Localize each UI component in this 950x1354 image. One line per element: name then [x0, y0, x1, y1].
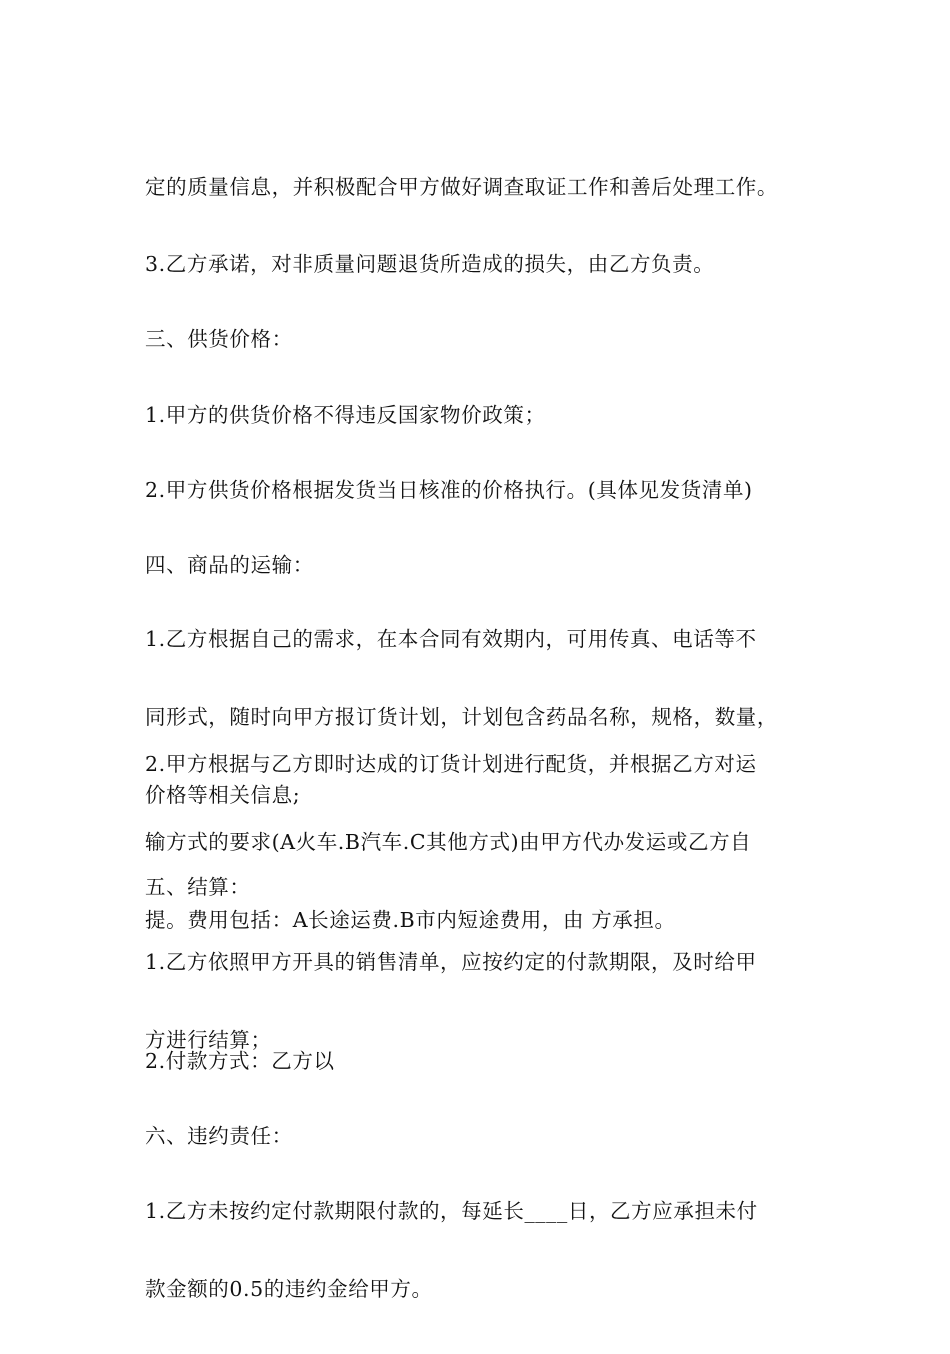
text-line: 3.乙方承诺，对非质量问题退货所造成的损失，由乙方负责。	[145, 252, 715, 276]
paragraph-liability-1	[145, 1146, 825, 1354]
text-line: 价格等相关信息;	[145, 783, 301, 807]
text-line: 方进行结算；	[145, 1028, 272, 1052]
text-line: 六、违约责任：	[145, 1124, 293, 1148]
text-line: 四、商品的运输：	[145, 553, 314, 577]
text-line: 提。费用包括：A长途运费.B市内短途费用，由 方承担。	[145, 908, 676, 932]
text-line: 1.甲方的供货价格不得违反国家物价政策；	[145, 403, 546, 427]
text-line: 2.甲方供货价格根据发货当日核准的价格执行。(具体见发货清单)	[145, 478, 753, 502]
text-line: 1.乙方依照甲方开具的销售清单，应按约定的付款期限，及时给甲	[145, 950, 757, 974]
text-line: 三、供货价格：	[145, 327, 293, 351]
text-line: 款金额的0.5的违约金给甲方。	[145, 1277, 433, 1301]
text-line: 定的质量信息，并积极配合甲方做好调查取证工作和善后处理工作。	[145, 175, 778, 199]
text-line: 同形式，随时向甲方报订货计划，计划包含药品名称，规格，数量，	[145, 705, 778, 729]
text-line: 五、结算：	[145, 875, 251, 899]
text-line: 输方式的要求(A火车.B汽车.C其他方式)由甲方代办发运或乙方自	[145, 830, 752, 854]
text-line: 1.乙方未按约定付款期限付款的，每延长____日，乙方应承担未付	[145, 1199, 758, 1223]
text-line: 2.甲方根据与乙方即时达成的订货计划进行配货，并根据乙方对运	[145, 752, 757, 776]
text-line: 2.付款方式：乙方以	[145, 1049, 335, 1073]
text-line: 1.乙方根据自己的需求，在本合同有效期内，可用传真、电话等不	[145, 627, 757, 651]
